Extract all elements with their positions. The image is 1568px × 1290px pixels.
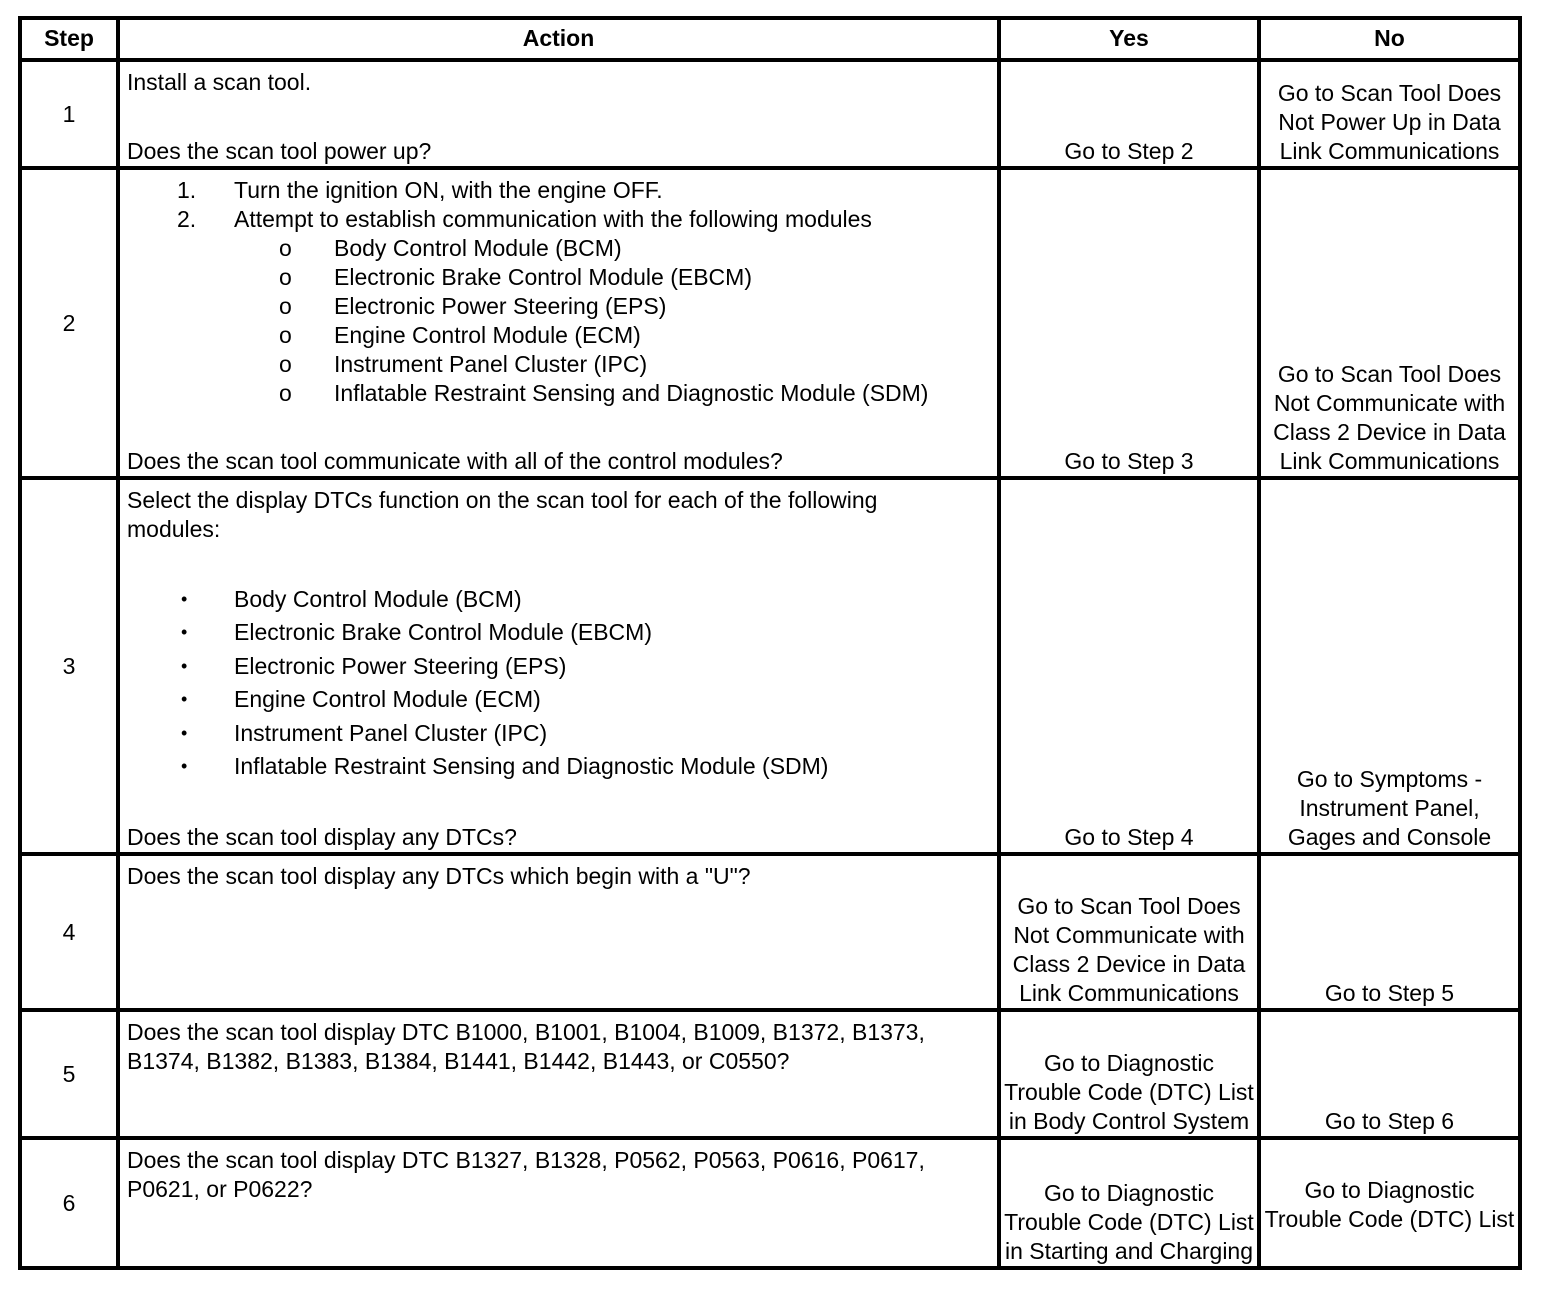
no-cell xyxy=(1259,478,1520,854)
yes-result: Go to Scan Tool Does Not Communicate with Class 2 Device in Data Link Communications xyxy=(1012,893,1246,1006)
bullet-icon: • xyxy=(181,689,188,710)
list-item-text: Attempt to establish communication with the following modules xyxy=(234,206,872,232)
action-question: P0621, or P0622? xyxy=(127,1176,313,1202)
action-question: Does the scan tool display any DTCs which begin with a "U"? xyxy=(127,863,751,889)
action-instruction: Select the display DTCs function on the scan tool for each of the following xyxy=(127,487,878,513)
yes-cell xyxy=(999,168,1259,478)
header-action: Action xyxy=(522,25,595,51)
module-name: Inflatable Restraint Sensing and Diagnostic Module (SDM) xyxy=(334,380,929,406)
list-item xyxy=(127,263,993,292)
module-sublist xyxy=(127,234,993,408)
list-item xyxy=(127,616,993,649)
bullet-icon: • xyxy=(181,756,188,777)
no-cell xyxy=(1259,168,1520,478)
list-number: 2. xyxy=(177,206,197,232)
no-result: Go to Scan Tool Does Not Communicate with Class 2 Device in Data Link Communications xyxy=(1273,361,1506,474)
module-name: Inflatable Restraint Sensing and Diagnostic Module (SDM) xyxy=(234,753,829,780)
list-number: 1. xyxy=(177,177,197,203)
module-list xyxy=(127,583,993,783)
action-question: Does the scan tool display DTC B1327, B1328, P0562, P0563, P0616, P0617, xyxy=(127,1147,925,1173)
yes-result: Go to Step 2 xyxy=(1064,138,1194,164)
list-item xyxy=(127,292,993,321)
list-item xyxy=(127,379,993,408)
bullet-icon: • xyxy=(181,589,188,609)
module-name: Instrument Panel Cluster (IPC) xyxy=(334,351,648,377)
action-question: B1374, B1382, B1383, B1384, B1441, B1442, B1443, or C0550? xyxy=(127,1048,790,1074)
circle-bullet-icon: o xyxy=(279,351,292,377)
bullet-icon: • xyxy=(181,722,188,743)
yes-result: Go to Step 4 xyxy=(1064,824,1194,850)
circle-bullet-icon: o xyxy=(279,293,292,319)
yes-result: Go to Diagnostic Trouble Code (DTC) List in Body Control System xyxy=(1004,1050,1254,1134)
action-instruction: modules: xyxy=(127,516,221,542)
yes-result: Go to Step 3 xyxy=(1064,448,1194,474)
circle-bullet-icon: o xyxy=(279,322,292,348)
action-cell xyxy=(118,478,999,854)
header-no: No xyxy=(1374,25,1405,51)
action-question: Does the scan tool display DTC B1000, B1001, B1004, B1009, B1372, B1373, xyxy=(127,1019,925,1045)
list-item xyxy=(127,683,993,716)
step-number: 6 xyxy=(62,1189,76,1216)
list-item xyxy=(127,583,993,616)
yes-cell xyxy=(999,60,1259,168)
list-item xyxy=(127,717,993,750)
module-name: Instrument Panel Cluster (IPC) xyxy=(234,719,548,746)
action-cell xyxy=(118,1010,999,1138)
step-number: 4 xyxy=(62,918,76,945)
yes-cell xyxy=(999,1010,1259,1138)
yes-cell xyxy=(999,478,1259,854)
list-item xyxy=(127,750,993,783)
no-result: Go to Step 6 xyxy=(1324,1108,1455,1134)
circle-bullet-icon: o xyxy=(279,380,292,406)
module-name: Engine Control Module (ECM) xyxy=(334,322,641,348)
no-result: Go to Scan Tool Does Not Power Up in Data Link Communications xyxy=(1277,80,1502,164)
module-name: Electronic Power Steering (EPS) xyxy=(234,652,567,679)
list-item xyxy=(127,176,993,205)
module-name: Body Control Module (BCM) xyxy=(234,586,522,612)
action-cell xyxy=(118,168,999,478)
action-question: Does the scan tool display any DTCs? xyxy=(127,824,517,850)
action-instruction: Install a scan tool. xyxy=(127,69,312,95)
step-number: 1 xyxy=(62,100,76,127)
no-result: Go to Step 5 xyxy=(1324,980,1455,1006)
bullet-icon: • xyxy=(181,655,188,676)
list-item-text: Turn the ignition ON, with the engine OFF. xyxy=(234,177,663,203)
no-cell xyxy=(1259,1010,1520,1138)
header-yes: Yes xyxy=(1109,25,1149,51)
list-item xyxy=(127,650,993,683)
step-number: 3 xyxy=(62,652,76,679)
numbered-list xyxy=(127,176,993,234)
list-item xyxy=(127,350,993,379)
module-name: Body Control Module (BCM) xyxy=(334,235,622,261)
module-name: Electronic Power Steering (EPS) xyxy=(334,293,667,319)
list-item xyxy=(127,205,993,234)
yes-cell xyxy=(999,1138,1259,1268)
action-question: Does the scan tool communicate with all of the control modules? xyxy=(127,448,783,474)
list-item xyxy=(127,234,993,263)
circle-bullet-icon: o xyxy=(279,235,292,261)
module-name: Electronic Brake Control Module (EBCM) xyxy=(234,619,652,646)
bullet-icon: • xyxy=(181,622,188,643)
no-cell xyxy=(1259,1138,1520,1268)
list-item xyxy=(127,321,993,350)
no-cell xyxy=(1259,854,1520,1010)
module-name: Engine Control Module (ECM) xyxy=(234,686,541,713)
action-question: Does the scan tool power up? xyxy=(127,138,432,164)
no-result: Go to Symptoms - Instrument Panel, Gages and Console xyxy=(1287,766,1492,850)
action-cell xyxy=(118,1138,999,1268)
module-name: Electronic Brake Control Module (EBCM) xyxy=(334,264,752,290)
no-result: Go to Diagnostic Trouble Code (DTC) List xyxy=(1264,1177,1515,1232)
circle-bullet-icon: o xyxy=(279,264,292,290)
action-cell xyxy=(118,854,999,1010)
action-cell xyxy=(118,60,999,168)
step-number: 2 xyxy=(62,309,76,336)
step-number: 5 xyxy=(62,1060,76,1087)
no-cell xyxy=(1259,60,1520,168)
yes-result: Go to Diagnostic Trouble Code (DTC) List in Starting and Charging xyxy=(1004,1180,1254,1264)
yes-cell xyxy=(999,854,1259,1010)
header-step: Step xyxy=(44,25,94,51)
